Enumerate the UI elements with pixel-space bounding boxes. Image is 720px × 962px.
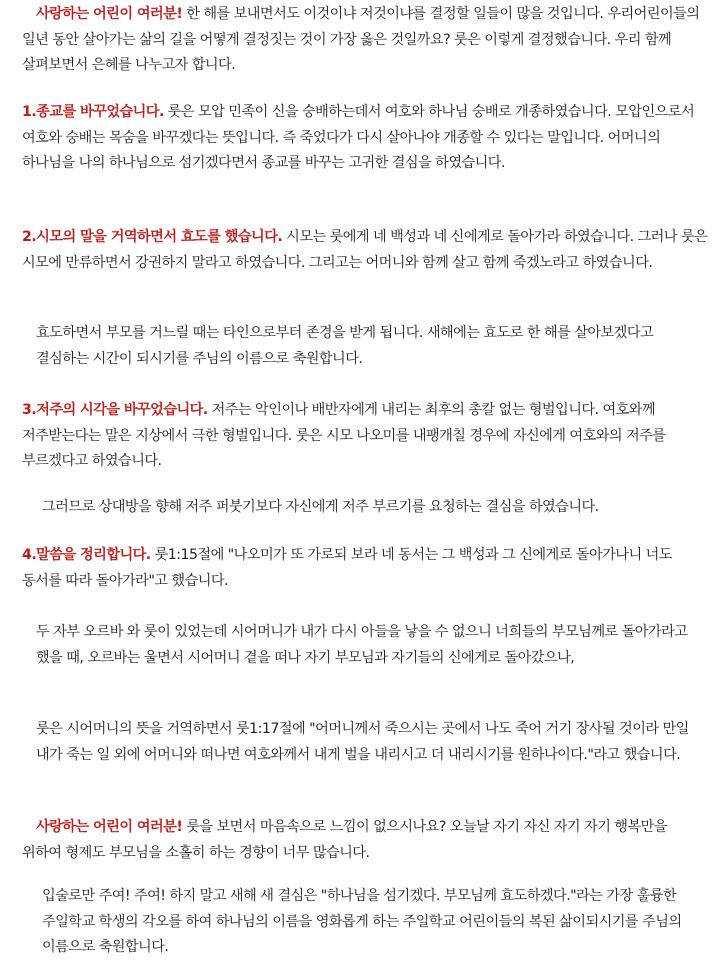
paragraph-text: 룻을 보면서 마음속으로 느낌이 없으시나요? 오늘날 자기 자신 자기 자기 행복만을 위하여 형제도 부모님을 소홀히 하는 경향이 너무 많습니다. — [22, 819, 667, 861]
paragraph-intro — [22, 2, 708, 79]
paragraph-heading: 4.말씀을 정리합니다. — [22, 547, 151, 563]
paragraph-text: 시모는 룻에게 네 백성과 네 신에게로 돌아가라 하였습니다. 그러나 룻은 시모에 만류하면서 강권하지 말라고 하였습니다. 그리고는 어머니와 함께 살고 함께 죽겠노라고 하였습니다. — [22, 229, 708, 271]
paragraph-text: 한 해를 보내면서도 이것이냐 저것이냐를 결정할 일들이 많을 것입니다. 우리어린이들의 일년 동안 살아가는 삶의 길을 어떻게 결정짓는 것이 가장 옳은 것일까요? 룻은 이렇게 결정했습니다. 우리 함께 살펴보면서 은혜를 나누고자 합니다. — [22, 6, 700, 73]
paragraph-text: 두 자부 오르바 와 룻이 있었는데 시어머니가 내가 다시 아들을 낳을 수 없으니 너희들의 부모님께로 돌아가라고 했을 때, 오르바는 울면서 시어머니 곁을 떠나 자기 부모님과 자기들의 신에게로 돌아갔으나, — [36, 624, 688, 666]
paragraph-filial-piety — [22, 321, 708, 372]
paragraph-text: 저주는 악인이나 배반자에게 내리는 최후의 총칼 없는 형벌입니다. 여호와께 저주받는다는 말은 지상에서 극한 형벌입니다. 룻은 시모 나오미를 내팽개칠 경우에 자신에게 여호와의 저주를 부르겠다고 하였습니다. — [22, 402, 666, 469]
paragraph-point-4 — [22, 543, 708, 594]
paragraph-text: 룻1:15절에 "나오미가 또 가로되 보라 네 동서는 그 백성과 그 신에게로 돌아가나니 너도 동서를 따라 돌아가라"고 했습니다. — [22, 547, 672, 589]
paragraph-heading: 2.시모의 말을 거역하면서 효도를 했습니다. — [22, 229, 283, 245]
paragraph-ruth-vow — [22, 717, 708, 768]
paragraph-text: 그러므로 상대방을 향해 저주 퍼붓기보다 자신에게 저주 부르기를 요청하는 결심을 하였습니다. — [42, 499, 599, 515]
paragraph-heading: 사랑하는 어린이 여러분! — [36, 819, 183, 835]
paragraph-blessing — [22, 884, 708, 961]
paragraph-heading: 사랑하는 어린이 여러분! — [36, 6, 183, 22]
paragraph-text: 입술로만 주여! 주여! 하지 말고 새해 새 결심은 "하나님을 섬기겠다. 부모님께 효도하겠다."라는 가장 훌륭한 주일학교 학생의 각오를 하여 하나님의 이름을 영화롭게 하는 주일학교 어린이들의 복된 삶이되시기를 주님의 이름으로 축원합니다. — [42, 888, 682, 955]
paragraph-text: 효도하면서 부모를 거느릴 때는 타인으로부터 존경을 받게 됩니다. 새해에는 효도로 한 해를 살아보겠다고 결심하는 시간이 되시기를 주님의 이름으로 축원합니다. — [36, 325, 654, 367]
paragraph-text: 룻은 시어머니의 뜻을 거역하면서 룻1:17절에 "어머니께서 죽으시는 곳에서 나도 죽어 거기 장사될 것이라 만일 내가 죽는 일 외에 어머니와 떠나면 여호와께서 내게 벌을 내리시고 더 내리시기를 원하나이다."라고 했습니다. — [36, 721, 689, 763]
paragraph-closing-address — [22, 815, 708, 866]
paragraph-point-3 — [22, 398, 708, 475]
paragraph-curse-resolve — [22, 495, 708, 521]
paragraph-text: 룻은 모압 민족이 신을 숭배하는데서 여호와 하나님 숭배로 개종하였습니다. 모압인으로서 여호와 숭배는 목숨을 바꾸겠다는 뜻입니다. 즉 죽었다가 다시 살아나야 개종할 수 있다는 말입니다. 어머니의 하나님을 나의 하나님으로 섬기겠다면서 종교를 바꾸는 고귀한 결심을 하였습니다. — [22, 104, 695, 171]
paragraph-point-2 — [22, 225, 708, 276]
paragraph-heading: 3.저주의 시각을 바꾸었습니다. — [22, 402, 208, 418]
paragraph-heading: 1.종교를 바꾸었습니다. — [22, 104, 164, 120]
paragraph-point-1 — [22, 100, 708, 177]
paragraph-orpah-ruth — [22, 620, 708, 671]
